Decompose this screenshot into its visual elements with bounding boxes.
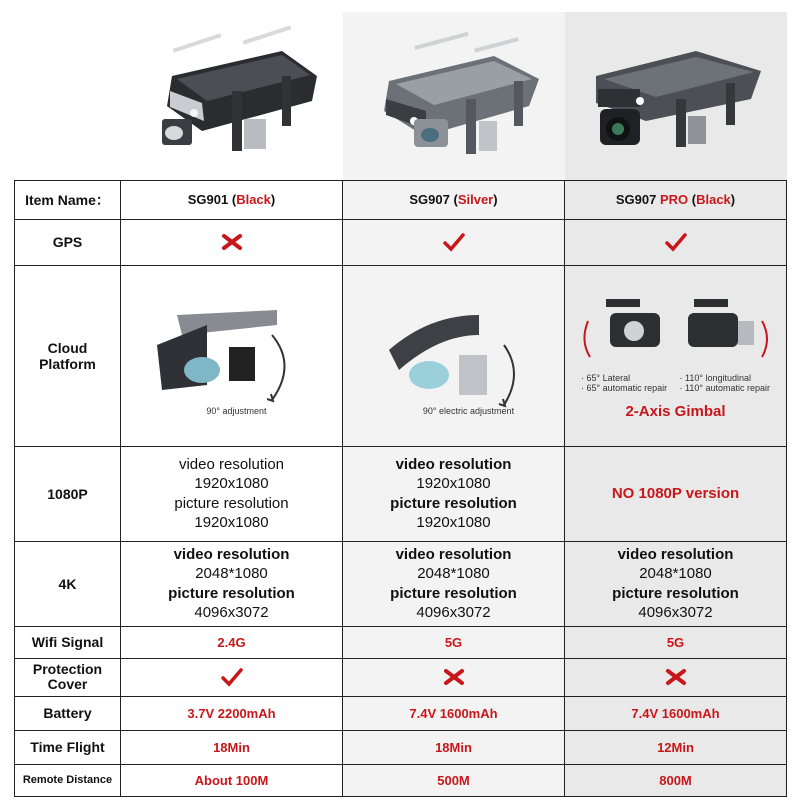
spec-line: picture resolution [174, 494, 289, 512]
gimbal-title: 2-Axis Gimbal [625, 403, 726, 420]
drone-sg907-photo [354, 21, 554, 171]
gps-sg907 [343, 219, 565, 265]
cross-icon [665, 668, 687, 686]
comparison-table [14, 12, 787, 797]
photo-sg901 [121, 12, 343, 180]
spec-line: 2048*1080 [639, 565, 712, 582]
comparison-sheet [14, 12, 786, 788]
gps-sg907-pro [565, 219, 787, 265]
gimbal-note: · 65° automatic repair [581, 383, 668, 393]
name-sg901: SG901 (Black) [121, 180, 343, 219]
spec-line: 2048*1080 [195, 565, 268, 582]
header-blank [15, 12, 121, 180]
cross-icon [221, 233, 243, 251]
spec-line: 4096x3072 [416, 604, 491, 621]
spec-line: 4096x3072 [194, 604, 269, 621]
camera-mount-sg907-image [369, 295, 539, 420]
label-line: Cloud [47, 339, 88, 356]
two-axis-gimbal-image [576, 291, 776, 371]
check-icon [220, 667, 244, 687]
spec-4k-sg901 [121, 541, 343, 626]
drone-sg901-photo [132, 21, 332, 171]
spec-line: picture resolution [390, 584, 517, 602]
spec-line: picture resolution [612, 584, 739, 602]
spec-line: 1920x1080 [194, 514, 269, 531]
remote-sg901: About 100M [121, 764, 343, 796]
model-color: Black [236, 192, 271, 207]
camera-mount-sg901-image [147, 295, 317, 420]
gimbal-note: · 110° automatic repair [679, 383, 770, 393]
gps-sg901 [121, 219, 343, 265]
cross-icon [443, 668, 465, 686]
spec-1080p-sg907-pro: NO 1080P version [565, 446, 787, 541]
row-label-battery: Battery [15, 696, 121, 730]
protection-sg901 [121, 658, 343, 696]
remote-sg907: 500M [343, 764, 565, 796]
spec-line: picture resolution [168, 584, 295, 602]
flight-sg907: 18Min [343, 730, 565, 764]
spec-1080p-sg901 [121, 446, 343, 541]
row-label-1080p: 1080P [15, 446, 121, 541]
flight-sg901: 18Min [121, 730, 343, 764]
model-name: SG907 [409, 192, 450, 207]
label-line: Platform [39, 355, 96, 372]
model-name: SG901 [187, 192, 229, 207]
protection-sg907-pro [565, 658, 787, 696]
row-label-gps: GPS [15, 219, 121, 265]
protection-sg907 [343, 658, 565, 696]
spec-line: 2048*1080 [417, 565, 490, 582]
remote-sg907-pro: 800M [565, 764, 787, 796]
gimbal-note: · 110° longitudinal [679, 373, 751, 383]
cloud-note: 90° adjustment [206, 406, 267, 416]
row-label-remote: Remote Distance [15, 764, 121, 796]
model-suffix: PRO [659, 192, 689, 207]
spec-line: video resolution [178, 455, 285, 473]
name-sg907: SG907 (Silver) [343, 180, 565, 219]
label-line: Cover [47, 676, 88, 692]
spec-1080p-sg907 [343, 446, 565, 541]
cloud-note: 90° electric adjustment [422, 406, 515, 416]
row-label-cloud-platform [15, 265, 121, 446]
battery-sg907: 7.4V 1600mAh [343, 696, 565, 730]
cloud-sg907-pro [565, 265, 787, 446]
spec-line: 1920x1080 [416, 514, 491, 531]
gimbal-note: · 65° Lateral [581, 373, 631, 383]
spec-line: picture resolution [390, 494, 517, 512]
row-label-4k: 4K [15, 541, 121, 626]
spec-line: video resolution [173, 545, 290, 563]
photo-sg907-pro [565, 12, 787, 180]
cloud-sg907 [343, 265, 565, 446]
wifi-sg907-pro: 5G [565, 626, 787, 658]
model-name: SG907 [615, 192, 657, 207]
wifi-sg901: 2.4G [121, 626, 343, 658]
row-label-protection [15, 658, 121, 696]
wifi-sg907: 5G [343, 626, 565, 658]
battery-sg901: 3.7V 2200mAh [121, 696, 343, 730]
spec-line: 4096x3072 [638, 604, 713, 621]
flight-sg907-pro: 12Min [565, 730, 787, 764]
name-sg907-pro: SG907 PRO (Black) [565, 180, 787, 219]
row-label-item-name: Item Name： [15, 180, 121, 219]
row-label-wifi: Wifi Signal [15, 626, 121, 658]
cloud-sg901 [121, 265, 343, 446]
model-color: Black [696, 192, 731, 207]
spec-line: 1920x1080 [416, 475, 491, 492]
check-icon [442, 232, 466, 252]
spec-line: 1920x1080 [194, 475, 269, 492]
check-icon [664, 232, 688, 252]
photo-sg907 [343, 12, 565, 180]
spec-line: video resolution [617, 545, 734, 563]
spec-4k-sg907 [343, 541, 565, 626]
spec-line: video resolution [395, 545, 512, 563]
label-line: Protection [32, 661, 103, 677]
row-label-flight: Time Flight [15, 730, 121, 764]
drone-sg907-pro-photo [576, 21, 776, 171]
battery-sg907-pro: 7.4V 1600mAh [565, 696, 787, 730]
spec-4k-sg907-pro [565, 541, 787, 626]
spec-line: video resolution [395, 455, 512, 473]
model-color: Silver [457, 192, 494, 207]
